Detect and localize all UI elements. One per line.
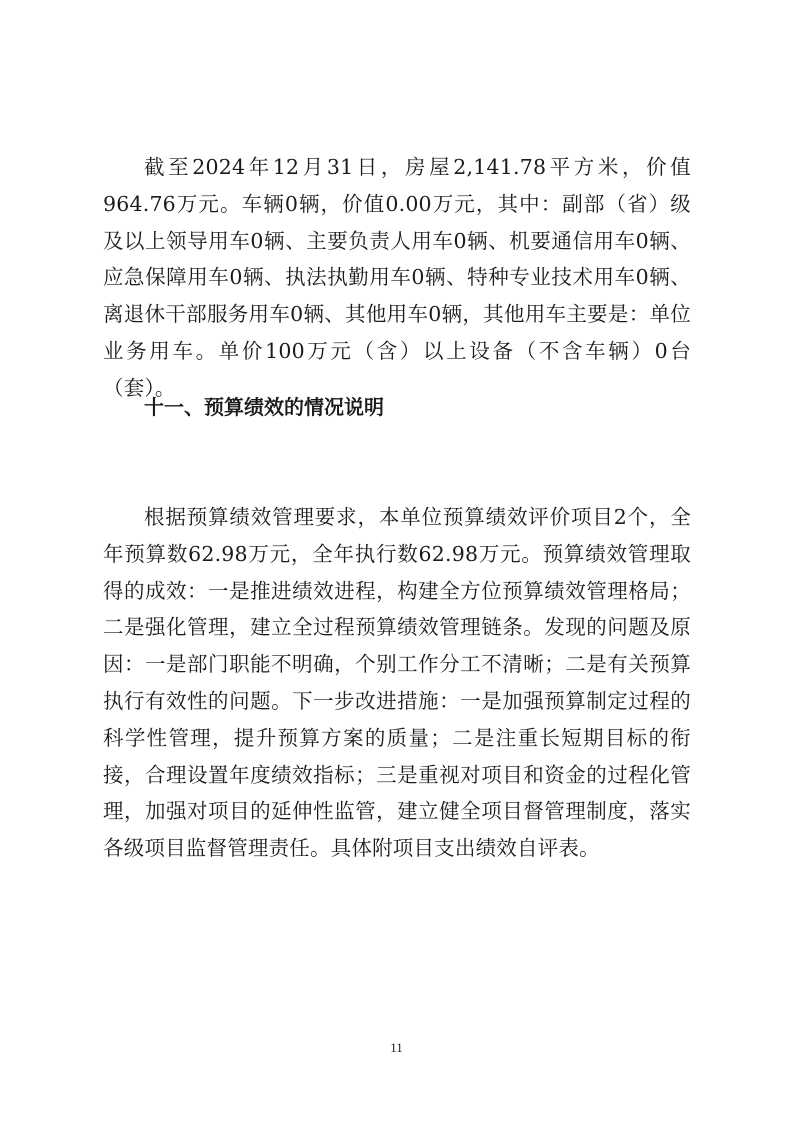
paragraph-asset-summary: 截至2024年12月31日，房屋2,141.78平方米，价值964.76万元。车辆0辆，价值0.00万元，其中：副部（省）级及以上领导用车0辆、主要负责人用车0辆、机要通信用车0辆、应急保障用车0辆、执法执勤用车0辆、特种专业技术用车0辆、离退休干部服务用车0辆、其他用车0辆，其他用车主要是：单位业务用车。单价100万元（含）以上设备（不含车辆）0台（套）。 bbox=[103, 155, 691, 400]
page-number: 11 bbox=[390, 1040, 403, 1055]
section-heading: 十一、预算绩效的情况说明 bbox=[144, 395, 384, 419]
paragraph-performance-explanation: 根据预算绩效管理要求，本单位预算绩效评价项目2个，全年预算数62.98万元，全年执行数62.98万元。预算绩效管理取得的成效：一是推进绩效进程，构建全方位预算绩效管理格局；二是强化管理，建立全过程预算绩效管理链条。发现的问题及原因：一是部门职能不明确，个别工作分工不清晰；二是有关预算执行有效性的问题。下一步改进措施：一是加强预算制定过程的科学性管理，提升预算方案的质量；二是注重长短期目标的衔接，合理设置年度绩效指标；三是重视对项目和资金的过程化管理，加强对项目的延伸性监管，建立健全项目督管理制度，落实各级项目监督管理责任。具体附项目支出绩效自评表。 bbox=[103, 505, 691, 861]
